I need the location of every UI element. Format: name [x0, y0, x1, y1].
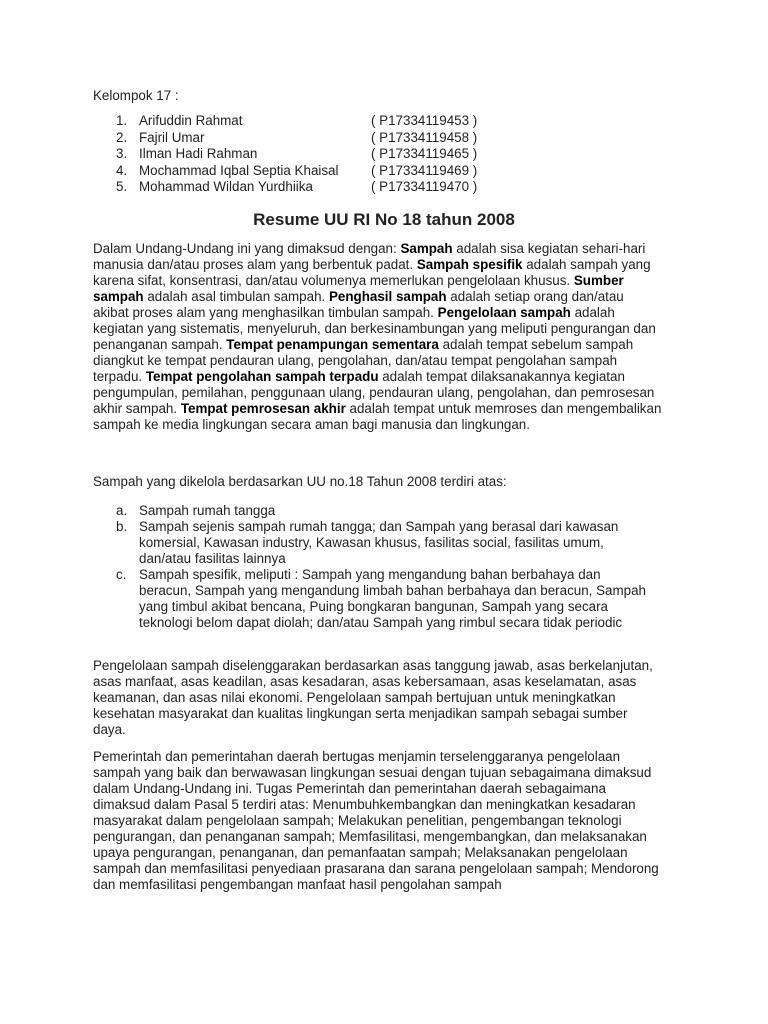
definitions-paragraph	[93, 241, 663, 433]
member-item	[116, 163, 477, 180]
term-sampah-spesifik: Sampah spesifik	[416, 257, 523, 272]
term-penghasil-sampah: Penghasil sampah	[328, 289, 447, 304]
member-name: Mohammad Wildan Yurdhiika	[139, 179, 313, 194]
term-sampah: Sampah	[400, 241, 453, 256]
list-item	[116, 567, 656, 631]
member-name: Mochammad Iqbal Septia Khaisal	[139, 162, 339, 178]
list-letter: b.	[116, 519, 128, 534]
member-id: ( P17334119465 )	[371, 146, 478, 161]
list-text: Sampah rumah tangga	[139, 503, 276, 518]
categories-list	[116, 503, 656, 631]
member-number: 3.	[116, 146, 128, 161]
categories-intro: Sampah yang dikelola berdasarkan UU no.18 Tahun 2008 terdiri atas:	[93, 474, 507, 489]
text-run: adalah tempat sebelum sampah diangkut ke tempat pendauran ulang, pengolahan, dan/atau tempat pengolahan sampah terpadu.	[93, 337, 634, 384]
list-letter: c.	[116, 567, 127, 582]
text-run: adalah tempat dilaksanakannya kegiatan pengumpulan, pemilahan, penggunaan ulang, pendauran ulang, pengolahan, dan pemrosesan akhir sampah.	[93, 369, 655, 416]
list-item	[116, 519, 656, 567]
text-run: adalah sisa kegiatan sehari-hari manusia dan/atau proses alam yang berbentuk padat.	[93, 241, 646, 272]
member-item	[116, 146, 477, 163]
list-text: Sampah sejenis sampah rumah tangga; dan Sampah yang berasal dari kawasan komersial, Kawasan industry, Kawasan khusus, fasilitas social, fasilitas umum, dan/atau fasilitas lainnya	[139, 519, 619, 566]
document-title: Resume UU RI No 18 tahun 2008	[253, 210, 515, 229]
member-id: ( P17334119469 )	[371, 162, 478, 178]
principles-paragraph: Pengelolaan sampah diselenggarakan berdasarkan asas tanggung jawab, asas berkelanjutan, asas manfaat, asas keadilan, asas kesadaran, asas kebersamaan, asas keselamatan, asas keamanan, dan asas nilai ekonomi. Pengelolaan sampah bertujuan untuk meningkatkan kesehatan masyarakat dan kualitas lingkungan serta menjadikan sampah sebagai sumber daya.	[93, 658, 653, 737]
term-tempat-pemrosesan: Tempat pemrosesan akhir	[180, 401, 346, 416]
term-sumber-sampah: Sumber sampah	[93, 273, 624, 304]
member-list	[116, 113, 477, 196]
member-number: 5.	[116, 179, 128, 194]
member-id: ( P17334119453 )	[371, 113, 478, 128]
list-item	[116, 503, 656, 519]
member-name: Fajril Umar	[139, 129, 205, 145]
member-id: ( P17334119470 )	[371, 179, 478, 194]
duties-paragraph: Pemerintah dan pemerintahan daerah bertugas menjamin terselenggaranya pengelolaan sampah yang baik dan berwawasan lingkungan sesuai dengan tujuan sebagaimana dimaksud dalam Undang-Undang ini. Tugas Pemerintah dan pemerintahan daerah sebagaimana dimaksud dalam Pasal 5 terdiri atas: Menumbuhkembangkan dan meningkatkan kesadaran masyarakat dalam pengelolaan sampah; Melakukan penelitian, pengembangan teknologi pengurangan, dan penanganan sampah; Memfasilitasi, mengembangkan, dan melaksanakan upaya pengurangan, penanganan, dan pemanfaatan sampah; Melaksanakan pengelolaan sampah dan memfasilitasi penyediaan prasarana dan sarana pengelolaan sampah; Mendorong dan memfasilitasi pengembangan manfaat hasil pengolahan sampah	[93, 749, 659, 892]
term-tempat-penampungan: Tempat penampungan sementara	[226, 337, 439, 352]
member-id: ( P17334119458 )	[371, 129, 478, 145]
text-run: adalah sampah yang karena sifat, konsentrasi, dan/atau volumenya memerlukan pengelolaan khusus.	[93, 257, 651, 288]
member-name: Arifuddin Rahmat	[139, 113, 243, 128]
member-name: Ilman Hadi Rahman	[139, 146, 258, 161]
text-run: adalah setiap orang dan/atau akibat proses alam yang menghasilkan timbulan sampah.	[93, 289, 624, 320]
term-pengelolaan-sampah: Pengelolaan sampah	[437, 305, 571, 320]
member-item	[116, 113, 477, 130]
text-run: Dalam Undang-Undang ini yang dimaksud dengan:	[93, 241, 401, 256]
member-number: 4.	[116, 162, 128, 178]
member-number: 2.	[116, 129, 128, 145]
term-tempat-pengolahan: Tempat pengolahan sampah terpadu	[145, 369, 379, 384]
text-run: adalah asal timbulan sampah.	[143, 289, 329, 304]
group-label: Kelompok 17 :	[93, 88, 179, 103]
text-run: adalah tempat untuk memroses dan mengembalikan sampah ke media lingkungan secara aman bagi manusia dan lingkungan.	[93, 401, 662, 432]
list-letter: a.	[116, 503, 128, 518]
text-run: adalah kegiatan yang sistematis, menyeluruh, dan berkesinambungan yang meliputi pengurangan dan penanganan sampah.	[93, 305, 656, 352]
member-number: 1.	[116, 113, 128, 128]
member-item	[116, 130, 477, 147]
member-item	[116, 179, 477, 196]
list-text: Sampah spesifik, meliputi : Sampah yang mengandung bahan berbahaya dan beracun, Sampah yang mengandung limbah bahan berbahaya dan beracun, Sampah yang timbul akibat bencana, Puing bongkaran bangunan, Sampah yang secara teknologi belom dapat diolah; dan/atau Sampah yang rimbul secara tidak periodic	[139, 567, 646, 630]
